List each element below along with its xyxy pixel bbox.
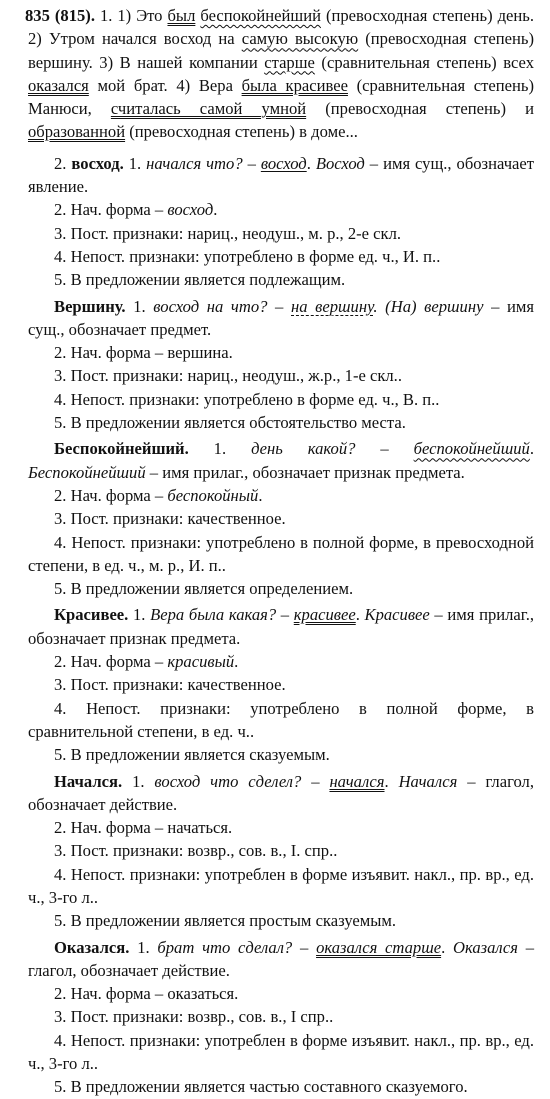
predicate-starshe: старше	[264, 52, 315, 72]
attribute-samuyu-vysokuyu: самую высокую	[241, 29, 359, 49]
analysis-line-3: 3. Пост. признаки: возвр., сов. в., I. спр..	[54, 841, 338, 861]
predicate-obrazovannoi: образованной	[28, 122, 126, 142]
exercise-text: 835 (815). 1. 1) Это был беспокойнейший (превосходная степень) день. 2) Утром начался восход на самую высокую (превосходная степень) вершину. 3) В нашей компании старше (сравнительная степень) всех оказался мой брат. 4) Вера была красивее (сравнительная степень) Манюси, считалась самой умной (превосходная степень) и образованной (превосходная степень) в доме...	[25, 6, 535, 142]
analysis-line-3: 3. Пост. признаки: нариц., неодуш., м. р., 2-е скл.	[54, 223, 402, 243]
analysis-line-4: 4. Непост. признаки: употреблено в форме ед. ч., В. п..	[54, 389, 440, 409]
section-vershinu	[28, 295, 534, 435]
analysis-line-3: 3. Пост. признаки: качественное.	[54, 509, 286, 529]
section-heading: Начался.	[54, 771, 123, 791]
exercise-number: 835 (815).	[25, 6, 95, 25]
answer: красивее	[293, 605, 356, 625]
analysis-line-1: Красивее. 1. Вера была какая? – красивее. Красивее – имя прилаг., обозначает признак предмета.	[28, 605, 534, 648]
analysis-line-2: 2. Нач. форма – беспокойный.	[54, 485, 263, 505]
analysis-line-1: Вершину. 1. восход на что? – на вершину. (На) вершину – имя сущ., обозначает предмет.	[28, 296, 535, 339]
answer: беспокойнейший	[413, 439, 530, 459]
section-nachalsya	[28, 770, 534, 933]
predicate-okazalsya: оказался	[28, 75, 89, 95]
section-heading: Оказался.	[54, 937, 130, 957]
section-okazalsya	[28, 936, 534, 1099]
analysis-line-5: 5. В предложении является частью составного сказуемого.	[54, 1077, 468, 1097]
analysis-line-4: 4. Непост. признаки: употреблен в форме изъявит. накл., пр. вр., ед. ч., 3-го л..	[28, 864, 534, 907]
section-heading: Беспокойнейший.	[54, 439, 189, 459]
analysis-line-1: Беспокойнейший. 1. день какой? – беспокойнейший. Беспокойнейший – имя прилаг., обозначает признак предмета.	[28, 439, 534, 482]
predicate-byla-krasivee: была красивее	[241, 75, 348, 95]
analysis-line-1: 2. восход. 1. начался что? – восход. Восход – имя сущ., обозначает явление.	[28, 153, 535, 197]
question: начался что? –	[146, 153, 261, 173]
question: Вера была какая? –	[150, 605, 294, 625]
analysis-line-4: 4. Непост. признаки: употреблено в полной форме, в сравнительной степени, в ед. ч..	[28, 698, 534, 741]
attribute-bespokoineishii: беспокойнейший	[200, 6, 321, 25]
analysis-line-3: 3. Пост. признаки: нариц., неодуш., ж.р., 1-е скл..	[54, 366, 402, 386]
analysis-line-4: 4. Непост. признаки: употреблен в форме изъявит. накл., пр. вр., ед. ч., 3-го л..	[28, 1030, 534, 1074]
analysis-line-5: 5. В предложении является сказуемым.	[54, 745, 330, 765]
answer: оказался старше	[316, 937, 442, 957]
section-krasivee	[28, 603, 534, 766]
question: день какой? –	[251, 439, 414, 459]
analysis-line-5: 5. В предложении является простым сказуемым.	[54, 911, 397, 931]
question: брат что сделал? –	[157, 937, 317, 957]
analysis-line-5: 5. В предложении является определением.	[54, 579, 354, 599]
analysis-line-2: 2. Нач. форма – вершина.	[54, 343, 233, 363]
question: восход на что? –	[153, 296, 291, 316]
analysis-line-5: 5. В предложении является обстоятельство места.	[54, 413, 406, 433]
analysis-line-2: 2. Нач. форма – оказаться.	[54, 984, 239, 1004]
analysis-line-2: 2. Нач. форма – начаться.	[54, 818, 233, 838]
section-heading: Красивее.	[54, 605, 129, 625]
analysis-line-4: 4. Непост. признаки: употреблено в форме ед. ч., И. п..	[54, 246, 441, 266]
section-bespokoineishii	[28, 437, 534, 600]
analysis-line-5: 5. В предложении является подлежащим.	[54, 270, 346, 290]
section-heading: Вершину.	[54, 296, 126, 316]
answer: восход	[260, 153, 307, 173]
question: восход что сделел? –	[154, 771, 330, 791]
analysis-line-3: 3. Пост. признаки: качественное.	[54, 675, 286, 695]
section-voskhod	[28, 152, 534, 292]
answer: на вершину	[291, 296, 374, 316]
analysis-line-2: 2. Нач. форма – восход.	[54, 200, 218, 220]
analysis-line-3: 3. Пост. признаки: возвр., сов. в., I спр..	[54, 1007, 334, 1027]
predicate-schitalas: считалась самой умной	[110, 99, 307, 119]
analysis-line-1: Оказался. 1. брат что сделал? – оказался старше. Оказался – глагол, обозначает действие.	[28, 937, 534, 980]
analysis-line-2: 2. Нач. форма – красивый.	[54, 652, 239, 672]
predicate-byl: был	[167, 6, 196, 25]
analysis-line-1: Начался. 1. восход что сделел? – начался. Начался – глагол, обозначает действие.	[28, 771, 534, 814]
analysis-line-4: 4. Непост. признаки: употреблено в полной форме, в превосходной степени, в ед. ч., м. р., И. п..	[28, 532, 534, 575]
answer: начался	[329, 771, 385, 791]
section-heading: восход.	[71, 153, 124, 173]
